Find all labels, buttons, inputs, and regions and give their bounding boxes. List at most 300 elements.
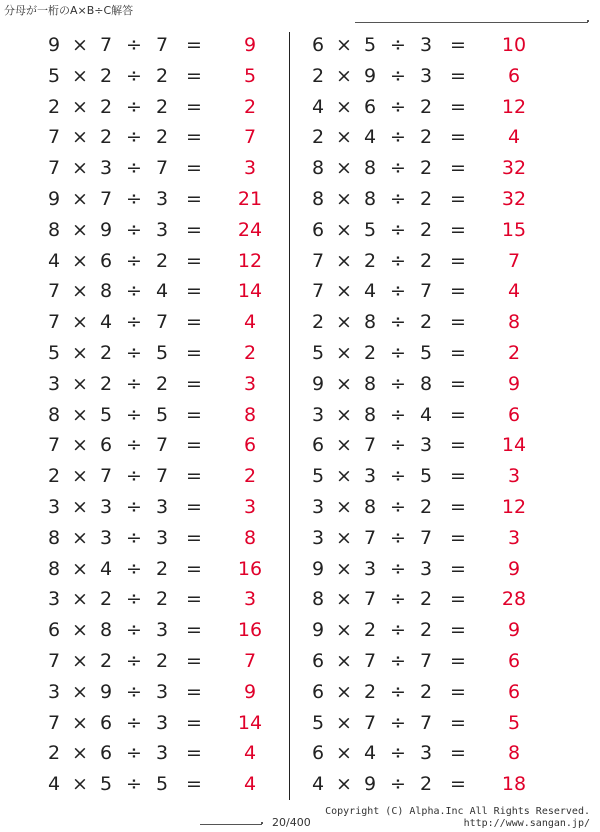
answer: 5 — [243, 64, 257, 87]
operand-b: 3 — [99, 157, 113, 180]
equals-sign: = — [186, 218, 202, 241]
equals-sign: = — [186, 64, 202, 87]
multiply-sign: × — [336, 465, 352, 488]
answer: 21 — [237, 187, 263, 210]
divide-sign: ÷ — [126, 249, 142, 272]
equals-sign: = — [450, 588, 466, 611]
multiply-sign: × — [72, 341, 88, 364]
operand-c: 2 — [419, 495, 433, 518]
site-url: http://www.sangan.jp/ — [463, 818, 590, 829]
answer: 6 — [507, 680, 521, 703]
answer: 24 — [237, 218, 263, 241]
equals-sign: = — [186, 588, 202, 611]
operand-c: 7 — [155, 434, 169, 457]
operand-c: 2 — [419, 157, 433, 180]
operand-b: 4 — [99, 311, 113, 334]
operand-c: 5 — [155, 773, 169, 796]
answer: 9 — [507, 557, 521, 580]
operand-b: 4 — [99, 557, 113, 580]
operand-b: 6 — [99, 434, 113, 457]
divide-sign: ÷ — [126, 280, 142, 303]
operand-c: 2 — [155, 64, 169, 87]
divide-sign: ÷ — [390, 434, 406, 457]
multiply-sign: × — [336, 311, 352, 334]
operand-c: 3 — [155, 680, 169, 703]
operand-c: 7 — [419, 280, 433, 303]
operand-b: 4 — [363, 280, 377, 303]
answer: 8 — [507, 311, 521, 334]
divide-sign: ÷ — [126, 157, 142, 180]
answer: 16 — [237, 619, 263, 642]
operand-a: 6 — [311, 680, 325, 703]
multiply-sign: × — [336, 711, 352, 734]
answer: 9 — [507, 372, 521, 395]
multiply-sign: × — [336, 372, 352, 395]
operand-c: 2 — [419, 311, 433, 334]
operand-c: 3 — [155, 495, 169, 518]
operand-a: 7 — [47, 711, 61, 734]
operand-a: 3 — [311, 526, 325, 549]
answer: 8 — [507, 742, 521, 765]
operand-a: 9 — [47, 34, 61, 56]
operand-c: 7 — [155, 157, 169, 180]
answer: 2 — [243, 95, 257, 118]
multiply-sign: × — [72, 773, 88, 796]
multiply-sign: × — [72, 126, 88, 149]
divide-sign: ÷ — [390, 711, 406, 734]
answer: 2 — [243, 341, 257, 364]
equals-sign: = — [450, 157, 466, 180]
operand-c: 7 — [155, 34, 169, 56]
operand-b: 8 — [99, 280, 113, 303]
operand-b: 8 — [99, 619, 113, 642]
operand-c: 3 — [155, 742, 169, 765]
operand-b: 3 — [363, 557, 377, 580]
operand-c: 3 — [419, 742, 433, 765]
operand-a: 8 — [311, 157, 325, 180]
answer: 3 — [243, 495, 257, 518]
multiply-sign: × — [336, 773, 352, 796]
answer: 3 — [243, 372, 257, 395]
multiply-sign: × — [336, 495, 352, 518]
divide-sign: ÷ — [390, 311, 406, 334]
divide-sign: ÷ — [390, 526, 406, 549]
equals-sign: = — [450, 680, 466, 703]
divide-sign: ÷ — [390, 218, 406, 241]
divide-sign: ÷ — [390, 34, 406, 56]
operand-c: 3 — [155, 526, 169, 549]
equals-sign: = — [186, 372, 202, 395]
operand-b: 4 — [363, 126, 377, 149]
operand-b: 7 — [99, 465, 113, 488]
multiply-sign: × — [336, 280, 352, 303]
operand-b: 5 — [99, 773, 113, 796]
divide-sign: ÷ — [390, 742, 406, 765]
equals-sign: = — [450, 218, 466, 241]
operand-b: 3 — [99, 526, 113, 549]
answer: 8 — [243, 403, 257, 426]
multiply-sign: × — [72, 434, 88, 457]
operand-b: 5 — [99, 403, 113, 426]
operand-a: 7 — [47, 280, 61, 303]
answer: 32 — [501, 187, 527, 210]
multiply-sign: × — [72, 619, 88, 642]
divide-sign: ÷ — [126, 649, 142, 672]
multiply-sign: × — [336, 588, 352, 611]
operand-b: 9 — [363, 64, 377, 87]
footer-rule — [200, 824, 262, 825]
operand-a: 4 — [311, 773, 325, 796]
operand-b: 7 — [99, 187, 113, 210]
answer: 18 — [501, 773, 527, 796]
divide-sign: ÷ — [390, 403, 406, 426]
operand-a: 8 — [311, 588, 325, 611]
divide-sign: ÷ — [390, 773, 406, 796]
operand-b: 8 — [363, 187, 377, 210]
operand-b: 7 — [99, 34, 113, 56]
operand-c: 3 — [155, 711, 169, 734]
answer: 9 — [507, 619, 521, 642]
operand-c: 2 — [419, 588, 433, 611]
multiply-sign: × — [336, 434, 352, 457]
answer: 7 — [243, 649, 257, 672]
answer: 12 — [501, 495, 527, 518]
equals-sign: = — [450, 649, 466, 672]
operand-b: 5 — [363, 34, 377, 56]
equals-sign: = — [186, 711, 202, 734]
operand-b: 3 — [99, 495, 113, 518]
multiply-sign: × — [72, 711, 88, 734]
operand-b: 2 — [99, 372, 113, 395]
operand-c: 4 — [155, 280, 169, 303]
operand-c: 2 — [419, 126, 433, 149]
operand-a: 9 — [311, 557, 325, 580]
answer: 3 — [243, 588, 257, 611]
equals-sign: = — [186, 249, 202, 272]
operand-c: 5 — [419, 341, 433, 364]
divide-sign: ÷ — [126, 588, 142, 611]
divide-sign: ÷ — [126, 95, 142, 118]
multiply-sign: × — [72, 249, 88, 272]
equals-sign: = — [450, 711, 466, 734]
divide-sign: ÷ — [126, 557, 142, 580]
operand-a: 5 — [47, 64, 61, 87]
operand-b: 2 — [99, 126, 113, 149]
divide-sign: ÷ — [126, 372, 142, 395]
equals-sign: = — [186, 126, 202, 149]
operand-b: 9 — [363, 773, 377, 796]
operand-a: 2 — [47, 465, 61, 488]
operand-a: 7 — [311, 249, 325, 272]
equals-sign: = — [186, 311, 202, 334]
operand-a: 7 — [47, 434, 61, 457]
divide-sign: ÷ — [126, 619, 142, 642]
operand-b: 8 — [363, 403, 377, 426]
multiply-sign: × — [336, 64, 352, 87]
operand-c: 2 — [419, 249, 433, 272]
equals-sign: = — [450, 64, 466, 87]
operand-b: 7 — [363, 434, 377, 457]
operand-c: 5 — [155, 403, 169, 426]
divide-sign: ÷ — [126, 187, 142, 210]
multiply-sign: × — [72, 64, 88, 87]
equals-sign: = — [186, 434, 202, 457]
operand-b: 7 — [363, 526, 377, 549]
divide-sign: ÷ — [126, 742, 142, 765]
equals-sign: = — [186, 341, 202, 364]
answer: 3 — [507, 526, 521, 549]
operand-a: 3 — [47, 588, 61, 611]
operand-a: 5 — [311, 711, 325, 734]
operand-a: 7 — [47, 649, 61, 672]
operand-a: 5 — [311, 341, 325, 364]
operand-c: 2 — [419, 187, 433, 210]
operand-a: 2 — [47, 742, 61, 765]
operand-c: 2 — [155, 372, 169, 395]
operand-b: 7 — [363, 649, 377, 672]
operand-c: 3 — [419, 64, 433, 87]
operand-b: 2 — [99, 95, 113, 118]
multiply-sign: × — [336, 34, 352, 56]
copyright-block — [325, 806, 590, 830]
equals-sign: = — [186, 157, 202, 180]
operand-c: 7 — [155, 465, 169, 488]
operand-b: 8 — [363, 372, 377, 395]
divide-sign: ÷ — [126, 126, 142, 149]
operand-a: 2 — [311, 126, 325, 149]
operand-c: 2 — [155, 95, 169, 118]
multiply-sign: × — [72, 588, 88, 611]
operand-a: 7 — [47, 311, 61, 334]
equals-sign: = — [450, 372, 466, 395]
multiply-sign: × — [336, 249, 352, 272]
operand-b: 2 — [99, 649, 113, 672]
multiply-sign: × — [336, 649, 352, 672]
divide-sign: ÷ — [126, 64, 142, 87]
equals-sign: = — [186, 773, 202, 796]
operand-a: 7 — [47, 126, 61, 149]
equals-sign: = — [186, 403, 202, 426]
operand-b: 2 — [363, 249, 377, 272]
equals-sign: = — [186, 680, 202, 703]
multiply-sign: × — [72, 526, 88, 549]
divide-sign: ÷ — [390, 680, 406, 703]
operand-a: 8 — [47, 403, 61, 426]
multiply-sign: × — [72, 403, 88, 426]
multiply-sign: × — [72, 465, 88, 488]
multiply-sign: × — [336, 557, 352, 580]
equals-sign: = — [450, 465, 466, 488]
equals-sign: = — [186, 187, 202, 210]
operand-c: 2 — [419, 95, 433, 118]
operand-c: 5 — [155, 341, 169, 364]
operand-a: 6 — [311, 218, 325, 241]
answer: 14 — [237, 280, 263, 303]
answer: 28 — [501, 588, 527, 611]
operand-c: 5 — [419, 465, 433, 488]
multiply-sign: × — [336, 218, 352, 241]
divide-sign: ÷ — [390, 64, 406, 87]
answer: 6 — [507, 64, 521, 87]
answer: 12 — [501, 95, 527, 118]
divide-sign: ÷ — [126, 711, 142, 734]
operand-c: 3 — [419, 557, 433, 580]
equals-sign: = — [450, 187, 466, 210]
divide-sign: ÷ — [390, 126, 406, 149]
operand-c: 3 — [419, 34, 433, 56]
operand-a: 5 — [47, 341, 61, 364]
equals-sign: = — [186, 526, 202, 549]
operand-a: 3 — [311, 495, 325, 518]
answer: 3 — [243, 157, 257, 180]
divide-sign: ÷ — [126, 680, 142, 703]
operand-b: 6 — [99, 742, 113, 765]
operand-c: 7 — [419, 711, 433, 734]
operand-a: 7 — [47, 157, 61, 180]
answer: 2 — [243, 465, 257, 488]
multiply-sign: × — [72, 187, 88, 210]
multiply-sign: × — [72, 34, 88, 56]
answer: 16 — [237, 557, 263, 580]
operand-b: 2 — [363, 619, 377, 642]
answer: 4 — [243, 311, 257, 334]
multiply-sign: × — [336, 742, 352, 765]
operand-c: 2 — [419, 619, 433, 642]
answer: 12 — [237, 249, 263, 272]
divide-sign: ÷ — [390, 588, 406, 611]
equals-sign: = — [450, 280, 466, 303]
equals-sign: = — [450, 526, 466, 549]
answer: 4 — [507, 280, 521, 303]
equals-sign: = — [450, 34, 466, 56]
operand-a: 7 — [311, 280, 325, 303]
operand-a: 3 — [47, 680, 61, 703]
equals-sign: = — [450, 434, 466, 457]
answer: 15 — [501, 218, 527, 241]
operand-a: 4 — [47, 249, 61, 272]
multiply-sign: × — [72, 495, 88, 518]
operand-a: 6 — [311, 434, 325, 457]
operand-a: 8 — [47, 218, 61, 241]
divide-sign: ÷ — [390, 619, 406, 642]
divide-sign: ÷ — [390, 341, 406, 364]
answer: 10 — [501, 34, 527, 56]
equals-sign: = — [186, 495, 202, 518]
multiply-sign: × — [336, 341, 352, 364]
answer: 6 — [507, 403, 521, 426]
operand-a: 2 — [311, 64, 325, 87]
operand-a: 6 — [311, 34, 325, 56]
equals-sign: = — [450, 557, 466, 580]
equals-sign: = — [450, 403, 466, 426]
operand-c: 3 — [155, 218, 169, 241]
page-number: 20/400 — [272, 816, 311, 829]
multiply-sign: × — [336, 619, 352, 642]
equals-sign: = — [450, 742, 466, 765]
answer: 32 — [501, 157, 527, 180]
operand-a: 3 — [311, 403, 325, 426]
divide-sign: ÷ — [390, 280, 406, 303]
equals-sign: = — [450, 249, 466, 272]
operand-b: 2 — [99, 341, 113, 364]
multiply-sign: × — [336, 403, 352, 426]
multiply-sign: × — [72, 649, 88, 672]
divide-sign: ÷ — [390, 649, 406, 672]
operand-c: 2 — [155, 126, 169, 149]
multiply-sign: × — [72, 680, 88, 703]
divide-sign: ÷ — [126, 403, 142, 426]
operand-c: 7 — [419, 649, 433, 672]
divide-sign: ÷ — [390, 95, 406, 118]
operand-c: 2 — [419, 218, 433, 241]
answer: 6 — [507, 649, 521, 672]
answer: 5 — [507, 711, 521, 734]
multiply-sign: × — [336, 95, 352, 118]
answer: 14 — [501, 434, 527, 457]
answer: 4 — [507, 126, 521, 149]
multiply-sign: × — [72, 280, 88, 303]
operand-a: 5 — [311, 465, 325, 488]
operand-a: 8 — [311, 187, 325, 210]
operand-b: 7 — [363, 588, 377, 611]
multiply-sign: × — [72, 218, 88, 241]
operand-b: 4 — [363, 742, 377, 765]
operand-a: 6 — [311, 742, 325, 765]
divide-sign: ÷ — [390, 495, 406, 518]
operand-b: 8 — [363, 495, 377, 518]
operand-b: 3 — [363, 465, 377, 488]
answer: 9 — [243, 34, 257, 56]
equals-sign: = — [450, 311, 466, 334]
equals-sign: = — [186, 95, 202, 118]
equals-sign: = — [186, 280, 202, 303]
operand-a: 6 — [311, 649, 325, 672]
divide-sign: ÷ — [126, 495, 142, 518]
operand-a: 9 — [311, 372, 325, 395]
divide-sign: ÷ — [390, 187, 406, 210]
divide-sign: ÷ — [390, 249, 406, 272]
equals-sign: = — [186, 619, 202, 642]
operand-b: 2 — [363, 680, 377, 703]
divide-sign: ÷ — [126, 311, 142, 334]
operand-c: 2 — [419, 773, 433, 796]
operand-a: 8 — [47, 557, 61, 580]
equals-sign: = — [186, 742, 202, 765]
operand-c: 7 — [155, 311, 169, 334]
operand-a: 2 — [47, 95, 61, 118]
answer: 7 — [243, 126, 257, 149]
answer: 2 — [507, 341, 521, 364]
multiply-sign: × — [336, 526, 352, 549]
divide-sign: ÷ — [390, 372, 406, 395]
operand-b: 7 — [363, 711, 377, 734]
multiply-sign: × — [72, 742, 88, 765]
equals-sign: = — [186, 465, 202, 488]
divide-sign: ÷ — [126, 526, 142, 549]
operand-a: 4 — [47, 773, 61, 796]
operand-c: 8 — [419, 372, 433, 395]
equals-sign: = — [450, 619, 466, 642]
operand-b: 2 — [363, 341, 377, 364]
operand-a: 2 — [311, 311, 325, 334]
answer: 6 — [243, 434, 257, 457]
operand-b: 6 — [99, 711, 113, 734]
multiply-sign: × — [72, 95, 88, 118]
operand-c: 2 — [155, 588, 169, 611]
answer: 4 — [243, 742, 257, 765]
header-rule — [355, 22, 588, 23]
divide-sign: ÷ — [126, 773, 142, 796]
